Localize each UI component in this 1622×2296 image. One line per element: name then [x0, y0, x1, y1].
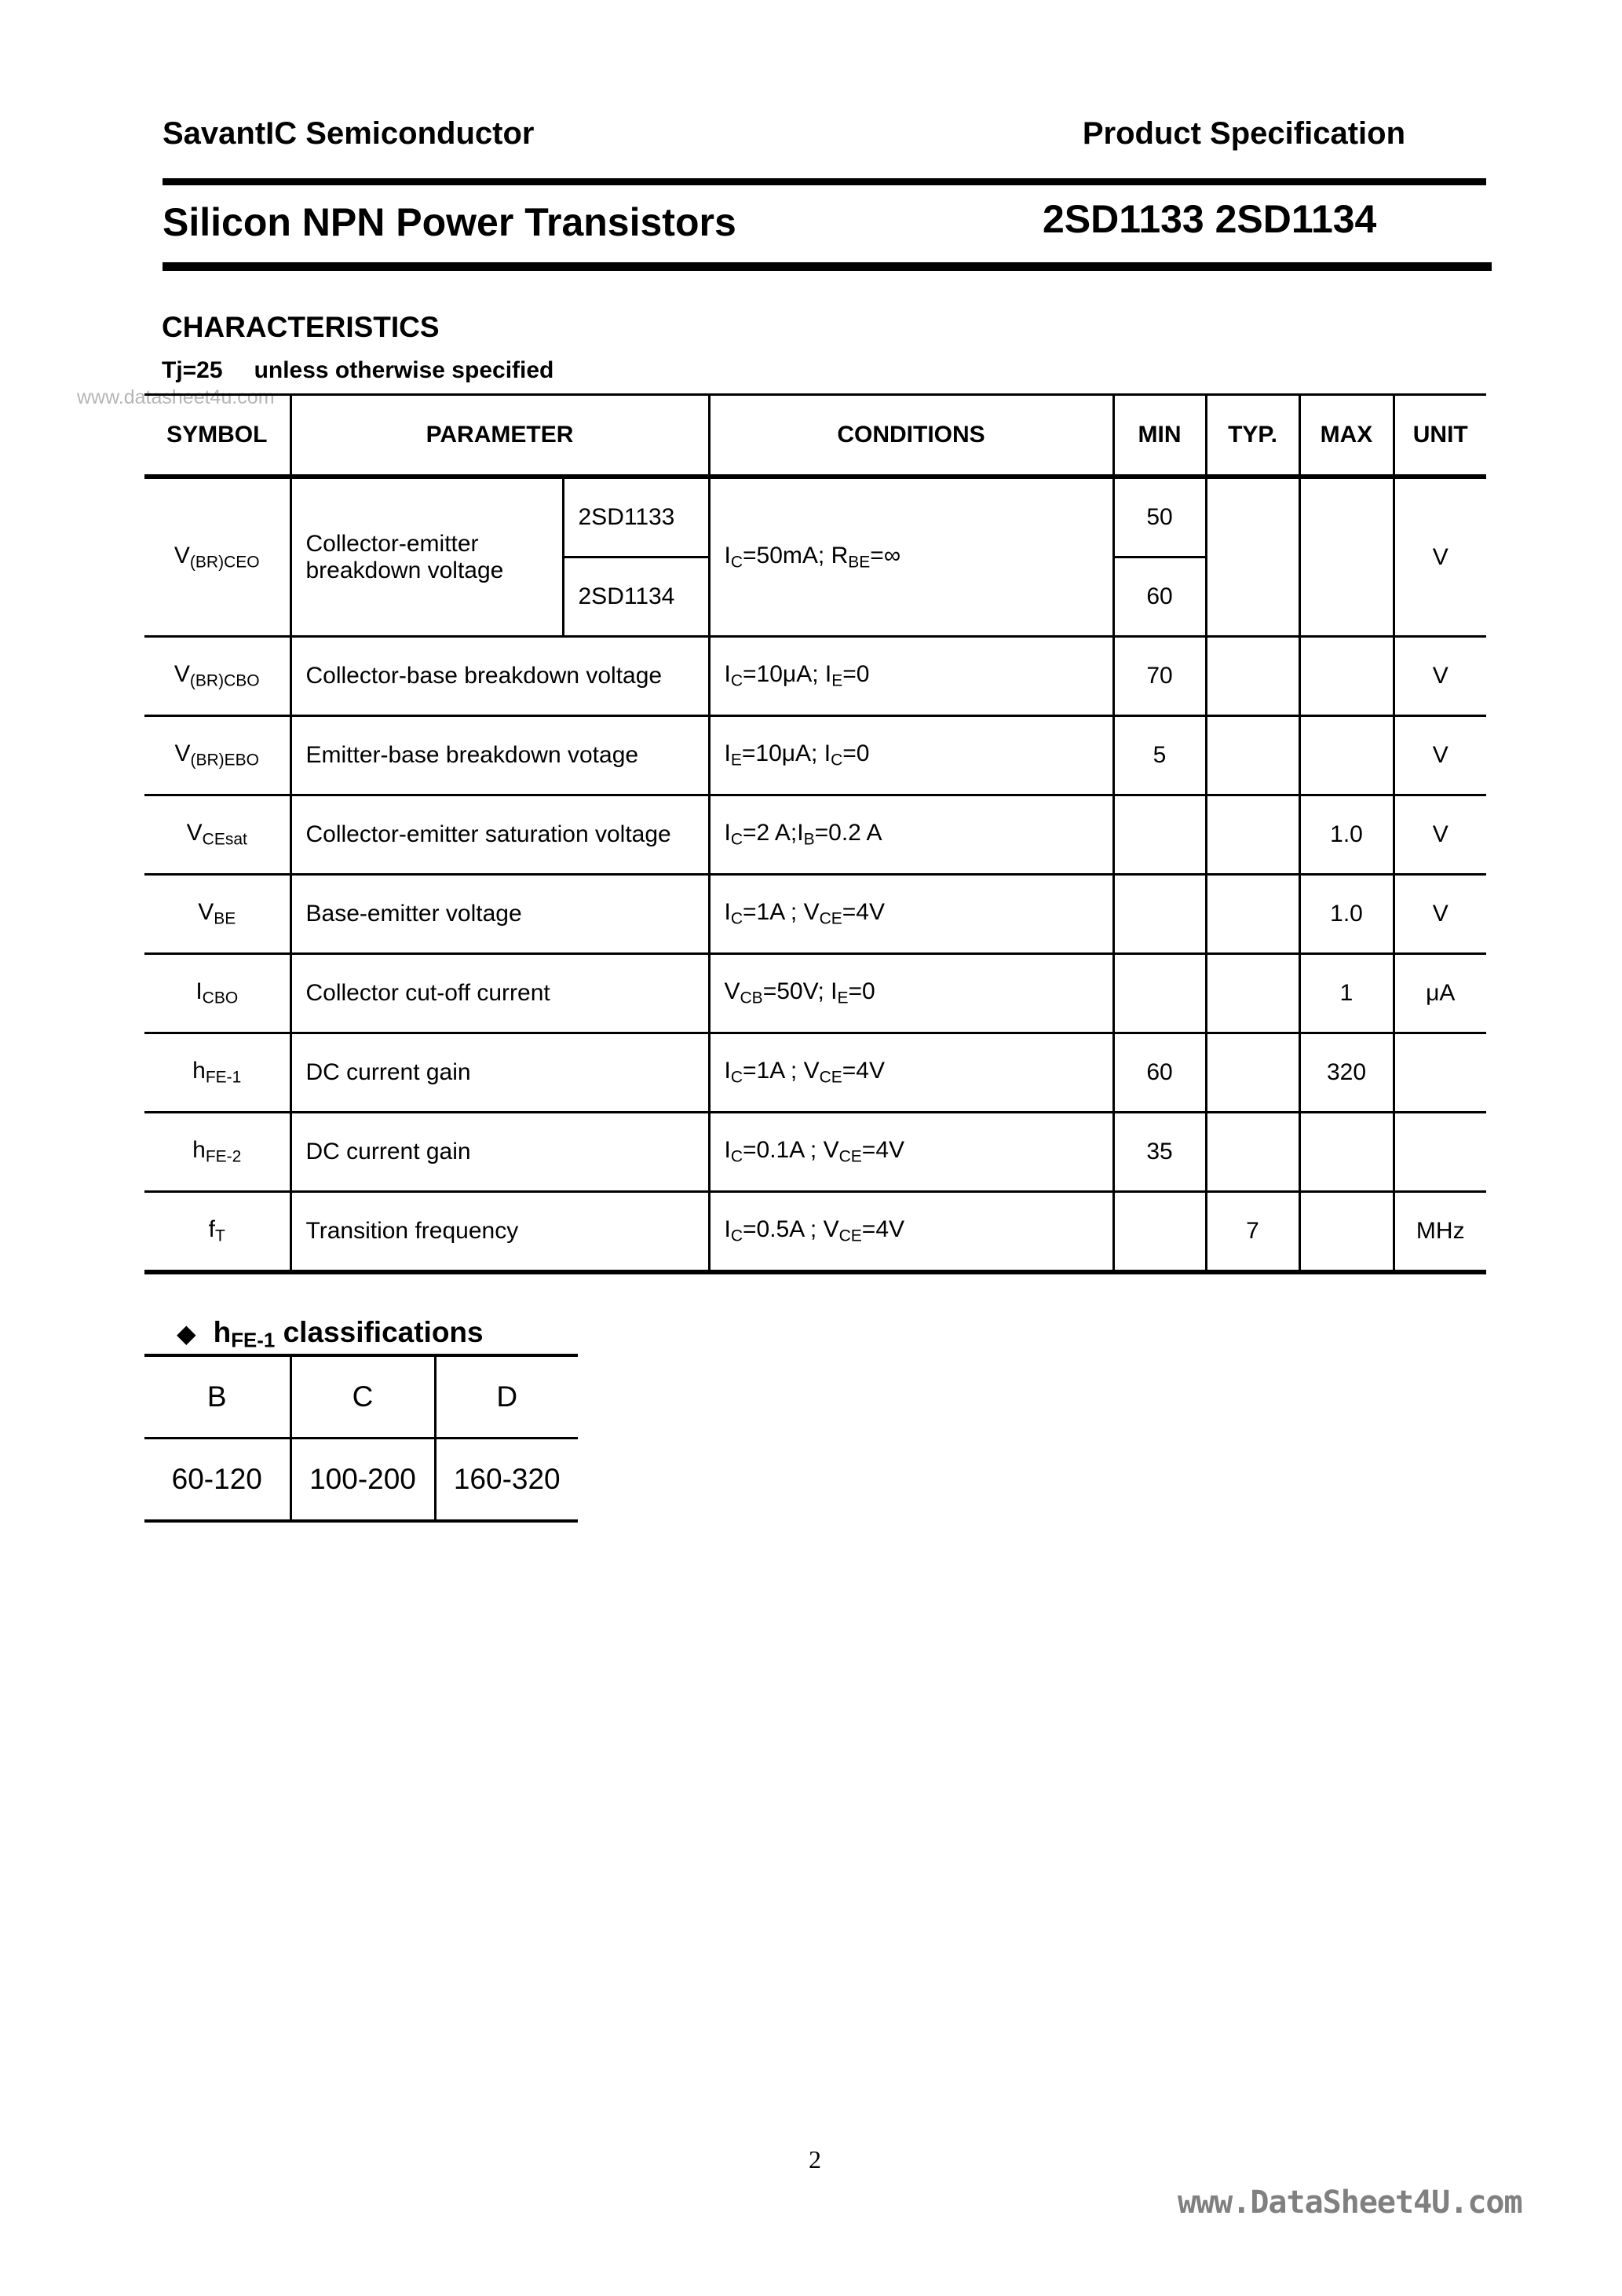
unit-cell — [1394, 1113, 1486, 1192]
header-conditions: CONDITIONS — [709, 395, 1113, 477]
watermark-bottom: www.DataSheet4U.com — [1178, 2184, 1522, 2221]
symbol-cell — [144, 1192, 290, 1273]
condition-text: I — [724, 740, 731, 767]
typ-cell — [1206, 1113, 1299, 1192]
condition-text: =4V — [842, 899, 885, 926]
symbol-base: I — [195, 978, 203, 1005]
part-variant-cell: 2SD1134 — [563, 558, 709, 637]
condition-subscript: CE — [838, 1227, 862, 1245]
typ-cell — [1206, 1033, 1299, 1113]
unit-cell — [1394, 1033, 1486, 1113]
table-header-row — [144, 395, 1486, 477]
hfe-classification-table — [144, 1354, 578, 1523]
condition-subscript: BE — [848, 553, 871, 572]
condition-text: I — [724, 899, 731, 926]
max-cell — [1299, 1113, 1394, 1192]
condition-text: =2 A;I — [743, 820, 804, 846]
range-row — [144, 1439, 578, 1522]
condition-text: =0.1A ; V — [743, 1137, 839, 1164]
condition-subscript: C — [730, 1068, 743, 1087]
symbol-base: h — [192, 1137, 206, 1164]
symbol-subscript: FE-1 — [205, 1068, 242, 1087]
max-cell: 1.0 — [1299, 875, 1394, 954]
condition-text: =0.2 A — [814, 820, 882, 846]
table-row — [144, 1192, 1486, 1273]
company-name: SavantIC Semiconductor — [163, 116, 535, 151]
min-cell — [1113, 875, 1206, 954]
grade-c: C — [290, 1355, 435, 1439]
parameter-cell: Base-emitter voltage — [290, 875, 709, 954]
condition-subscript: CE — [838, 1147, 862, 1166]
conditions-cell — [709, 637, 1113, 716]
range-b: 60-120 — [144, 1439, 290, 1522]
conditions-note: unless otherwise specified — [254, 357, 554, 383]
min-cell: 5 — [1113, 716, 1206, 795]
conditions-cell — [709, 875, 1113, 954]
conditions-cell — [709, 1033, 1113, 1113]
symbol-subscript: CBO — [202, 989, 239, 1007]
test-conditions-note — [162, 357, 553, 384]
min-cell: 50 — [1113, 477, 1206, 558]
parameter-cell: DC current gain — [290, 1113, 709, 1192]
grade-b: B — [144, 1355, 290, 1439]
condition-text: =∞ — [870, 542, 901, 569]
header-typ: TYP. — [1206, 395, 1299, 477]
symbol-subscript: (BR)CEO — [189, 553, 260, 572]
condition-subscript: CE — [819, 909, 842, 928]
symbol-base: V — [198, 899, 214, 926]
condition-subscript: E — [837, 989, 849, 1007]
condition-subscript: CB — [740, 989, 763, 1007]
table-row — [144, 1033, 1486, 1113]
condition-text: =0 — [842, 740, 870, 767]
header-unit: UNIT — [1394, 395, 1486, 477]
symbol-base: h — [192, 1058, 206, 1084]
condition-text: =10μA; I — [741, 740, 831, 767]
symbol-cell — [144, 1113, 290, 1192]
classification-title — [177, 1316, 484, 1352]
conditions-cell — [709, 477, 1113, 637]
unit-cell: V — [1394, 477, 1486, 637]
min-cell — [1113, 795, 1206, 875]
max-cell — [1299, 716, 1394, 795]
table-row — [144, 795, 1486, 875]
condition-text: I — [724, 1058, 731, 1084]
symbol-cell — [144, 1033, 290, 1113]
condition-text: =1A ; V — [743, 1058, 820, 1084]
title-rest: classifications — [275, 1316, 484, 1348]
symbol-base: V — [174, 740, 191, 767]
max-cell: 1 — [1299, 954, 1394, 1033]
conditions-cell — [709, 954, 1113, 1033]
header-min: MIN — [1113, 395, 1206, 477]
condition-text: =4V — [861, 1137, 905, 1164]
header-symbol: SYMBOL — [144, 395, 290, 477]
condition-text: =1A ; V — [743, 899, 820, 926]
header-rule-top — [163, 178, 1486, 185]
symbol-cell — [144, 477, 290, 637]
symbol-base: V — [174, 661, 190, 688]
max-cell — [1299, 1192, 1394, 1273]
min-cell: 60 — [1113, 558, 1206, 637]
condition-subscript: C — [730, 671, 743, 690]
symbol-base: f — [208, 1216, 215, 1243]
symbol-subscript: BE — [214, 909, 236, 928]
parameter-cell: Collector-base breakdown voltage — [290, 637, 709, 716]
condition-subscript: C — [730, 909, 743, 928]
part-numbers: 2SD1133 2SD1134 — [1043, 197, 1377, 241]
conditions-cell — [709, 1192, 1113, 1273]
condition-text: =0.5A ; V — [743, 1216, 839, 1243]
typ-cell: 7 — [1206, 1192, 1299, 1273]
table-row — [144, 637, 1486, 716]
symbol-subscript: (BR)CBO — [189, 671, 260, 690]
diamond-bullet-icon: ◆ — [177, 1318, 196, 1348]
condition-text: I — [724, 542, 731, 569]
min-cell — [1113, 954, 1206, 1033]
symbol-cell — [144, 954, 290, 1033]
condition-text: V — [724, 978, 740, 1005]
conditions-cell — [709, 1113, 1113, 1192]
section-title: CHARACTERISTICS — [162, 311, 440, 343]
typ-cell — [1206, 875, 1299, 954]
title-subscript: FE-1 — [231, 1329, 276, 1352]
symbol-cell — [144, 637, 290, 716]
condition-subscript: B — [803, 830, 815, 849]
min-cell: 60 — [1113, 1033, 1206, 1113]
table-row — [144, 1113, 1486, 1192]
parameter-cell: Transition frequency — [290, 1192, 709, 1273]
typ-cell — [1206, 954, 1299, 1033]
page-number: 2 — [809, 2145, 821, 2174]
condition-text: =0 — [848, 978, 875, 1005]
conditions-cell — [709, 716, 1113, 795]
condition-text: =50V; I — [762, 978, 838, 1005]
max-cell — [1299, 477, 1394, 637]
header-parameter: PARAMETER — [290, 395, 709, 477]
condition-subscript: C — [730, 1227, 743, 1245]
condition-text: I — [724, 820, 731, 846]
condition-subscript: C — [730, 1147, 743, 1166]
part-variant-cell: 2SD1133 — [563, 477, 709, 558]
table-row — [144, 954, 1486, 1033]
symbol-subscript: FE-2 — [205, 1147, 242, 1166]
table-row — [144, 716, 1486, 795]
range-d: 160-320 — [435, 1439, 578, 1522]
table-row — [144, 875, 1486, 954]
condition-text: =50mA; R — [743, 542, 849, 569]
watermark-small: www.datasheet4u.com — [77, 386, 275, 408]
unit-cell: μA — [1394, 954, 1486, 1033]
grade-d: D — [435, 1355, 578, 1439]
condition-text: =4V — [842, 1058, 885, 1084]
grade-row — [144, 1355, 578, 1439]
min-cell: 35 — [1113, 1113, 1206, 1192]
condition-subscript: C — [831, 751, 843, 770]
unit-cell: V — [1394, 637, 1486, 716]
conditions-cell — [709, 795, 1113, 875]
min-cell: 70 — [1113, 637, 1206, 716]
symbol-cell — [144, 795, 290, 875]
symbol-base: V — [174, 542, 190, 569]
symbol-cell — [144, 716, 290, 795]
condition-subscript: CE — [819, 1068, 842, 1087]
header-max: MAX — [1299, 395, 1394, 477]
typ-cell — [1206, 477, 1299, 637]
unit-cell: V — [1394, 716, 1486, 795]
max-cell — [1299, 637, 1394, 716]
symbol-subscript: (BR)EBO — [190, 751, 260, 770]
parameter-cell: Collector-emitter saturation voltage — [290, 795, 709, 875]
symbol-subscript: T — [215, 1227, 225, 1245]
condition-text: I — [724, 661, 731, 688]
product-title: Silicon NPN Power Transistors — [163, 200, 736, 244]
max-cell: 1.0 — [1299, 795, 1394, 875]
typ-cell — [1206, 795, 1299, 875]
document-type: Product Specification — [1082, 116, 1405, 151]
junction-temp: Tj=25 — [162, 357, 223, 383]
condition-subscript: E — [831, 671, 843, 690]
typ-cell — [1206, 716, 1299, 795]
condition-text: I — [724, 1137, 731, 1164]
parameter-cell: Emitter-base breakdown votage — [290, 716, 709, 795]
typ-cell — [1206, 637, 1299, 716]
parameter-cell: Collector cut-off current — [290, 954, 709, 1033]
table-row — [144, 477, 1486, 558]
condition-subscript: C — [730, 830, 743, 849]
unit-cell: V — [1394, 875, 1486, 954]
range-c: 100-200 — [290, 1439, 435, 1522]
condition-text: =4V — [861, 1216, 905, 1243]
symbol-subscript: CEsat — [202, 830, 247, 849]
condition-text: =0 — [842, 661, 870, 688]
condition-text: I — [724, 1216, 731, 1243]
parameter-cell: DC current gain — [290, 1033, 709, 1113]
condition-subscript: E — [730, 751, 742, 770]
title-base: h — [213, 1316, 232, 1348]
symbol-base: V — [186, 820, 203, 846]
condition-subscript: C — [730, 553, 743, 572]
header-rule-bottom — [163, 262, 1492, 271]
characteristics-table — [144, 393, 1486, 1274]
unit-cell: V — [1394, 795, 1486, 875]
parameter-cell: Collector-emitter breakdown voltage — [290, 477, 563, 637]
max-cell: 320 — [1299, 1033, 1394, 1113]
condition-text: =10μA; I — [743, 661, 832, 688]
symbol-cell — [144, 875, 290, 954]
min-cell — [1113, 1192, 1206, 1273]
unit-cell: MHz — [1394, 1192, 1486, 1273]
